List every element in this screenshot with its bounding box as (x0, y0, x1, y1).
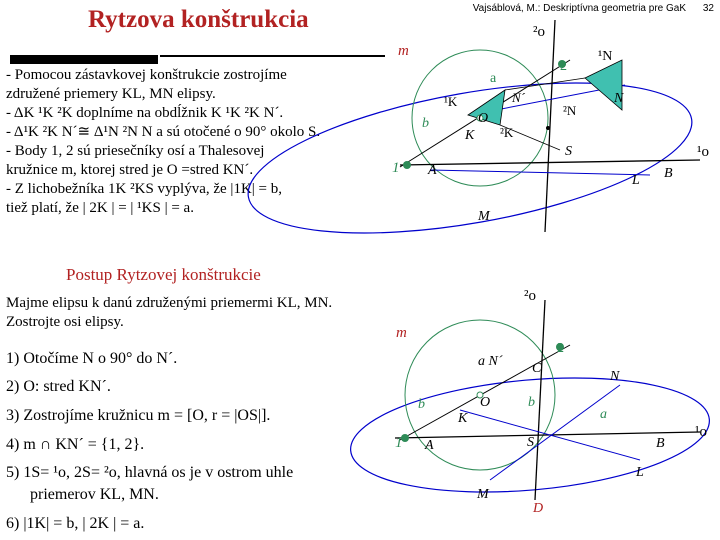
label-aN: a N´ (478, 354, 503, 369)
page-number: 32 (702, 3, 714, 14)
explanation-line: tiež platí, že | 2K | = | ¹KS | = a. (6, 200, 194, 216)
label-L: L (632, 173, 640, 188)
label-2: 2 (560, 59, 567, 74)
procedure-title: Postup Rytzovej konštrukcie (66, 265, 261, 284)
header-source: Vajsáblová, M.: Deskriptívna geometria pre GaK (472, 3, 686, 14)
label-C: C (532, 361, 542, 376)
label-a: a (600, 407, 607, 422)
label-m: m (396, 325, 407, 341)
step-1: 1) Otočíme N o 90° do N´. (6, 350, 178, 367)
label-S: S (565, 144, 572, 159)
explanation-line: - ΔK ¹K ²K doplníme na obdĺžnik K ¹K ²K N´. (6, 105, 284, 121)
explanation-line: združené priemery KL, MN elipsy. (6, 86, 216, 102)
label-b2: b (528, 395, 535, 410)
explanation-line: - Z lichobežníka 1K ²KS vyplýva, že |1K| = b, (6, 181, 282, 197)
label-O: O (480, 395, 491, 410)
intro-line: Zostrojte osi elipsy. (6, 314, 124, 330)
label-N1: ¹N (598, 49, 613, 64)
label-o2: ²o (524, 288, 536, 304)
label-N-prime: N´ (512, 90, 525, 105)
step-4: 4) m ∩ KN´ = {1, 2}. (6, 436, 145, 453)
page-title: Rytzova konštrukcia (88, 6, 309, 33)
label-o1: ¹o (695, 424, 707, 440)
explanation-line: - Δ¹K ²K N´≅ Δ¹N ²N N a sú otočené o 90° okolo S. (6, 124, 321, 140)
label-O: O (478, 111, 489, 126)
label-a: a (490, 71, 497, 86)
label-1: 1 (392, 160, 400, 176)
step-2: 2) O: stred KN´. (6, 378, 111, 395)
step-3: 3) Zostrojíme kružnicu m = [O, r = |OS|]. (6, 407, 271, 424)
label-M: M (478, 209, 490, 224)
axis-o1 (395, 432, 700, 438)
intro-line: Majme elipsu k danú združenými priemermi KL, MN. (6, 295, 333, 311)
label-A: A (425, 438, 434, 453)
label-b: b (418, 397, 425, 412)
label-o1: ¹o (697, 144, 709, 160)
label-A: A (428, 163, 437, 178)
label-m: m (398, 43, 409, 59)
diameter-KL (460, 410, 640, 460)
label-1: 1 (395, 435, 403, 451)
label-K2: ²K (500, 125, 514, 140)
label-b: b (422, 116, 429, 131)
label-D: D (533, 501, 544, 516)
label-K1: ¹K (444, 94, 458, 109)
explanation-line: - Pomocou zástavkovej konštrukcie zostrojíme (6, 67, 287, 83)
label-K: K (458, 411, 468, 426)
label-S: S (527, 435, 534, 450)
axis-o2 (535, 300, 545, 500)
label-B: B (664, 166, 673, 181)
label-N2: ²N (563, 103, 577, 118)
label-N: N (610, 369, 620, 384)
label-B: B (656, 436, 665, 451)
explanation-line: - Body 1, 2 sú priesečníky osí a Thalesovej (6, 143, 265, 159)
label-2: 2 (557, 341, 564, 356)
label-o2: ²o (533, 24, 545, 40)
label-L: L (636, 465, 644, 480)
step-6: 6) |1K| = b, | 2K | = a. (6, 515, 145, 532)
label-K: K (465, 128, 475, 143)
step-5: 5) 1S= ¹o, 2S= ²o, hlavná os je v ostrom uhle (6, 464, 294, 481)
label-N: N (614, 91, 624, 106)
label-M: M (477, 487, 489, 502)
explanation-line: kružnice m, ktorej stred je O =stred KN´. (6, 162, 254, 178)
step-5-continued: priemerov KL, MN. (30, 486, 159, 503)
